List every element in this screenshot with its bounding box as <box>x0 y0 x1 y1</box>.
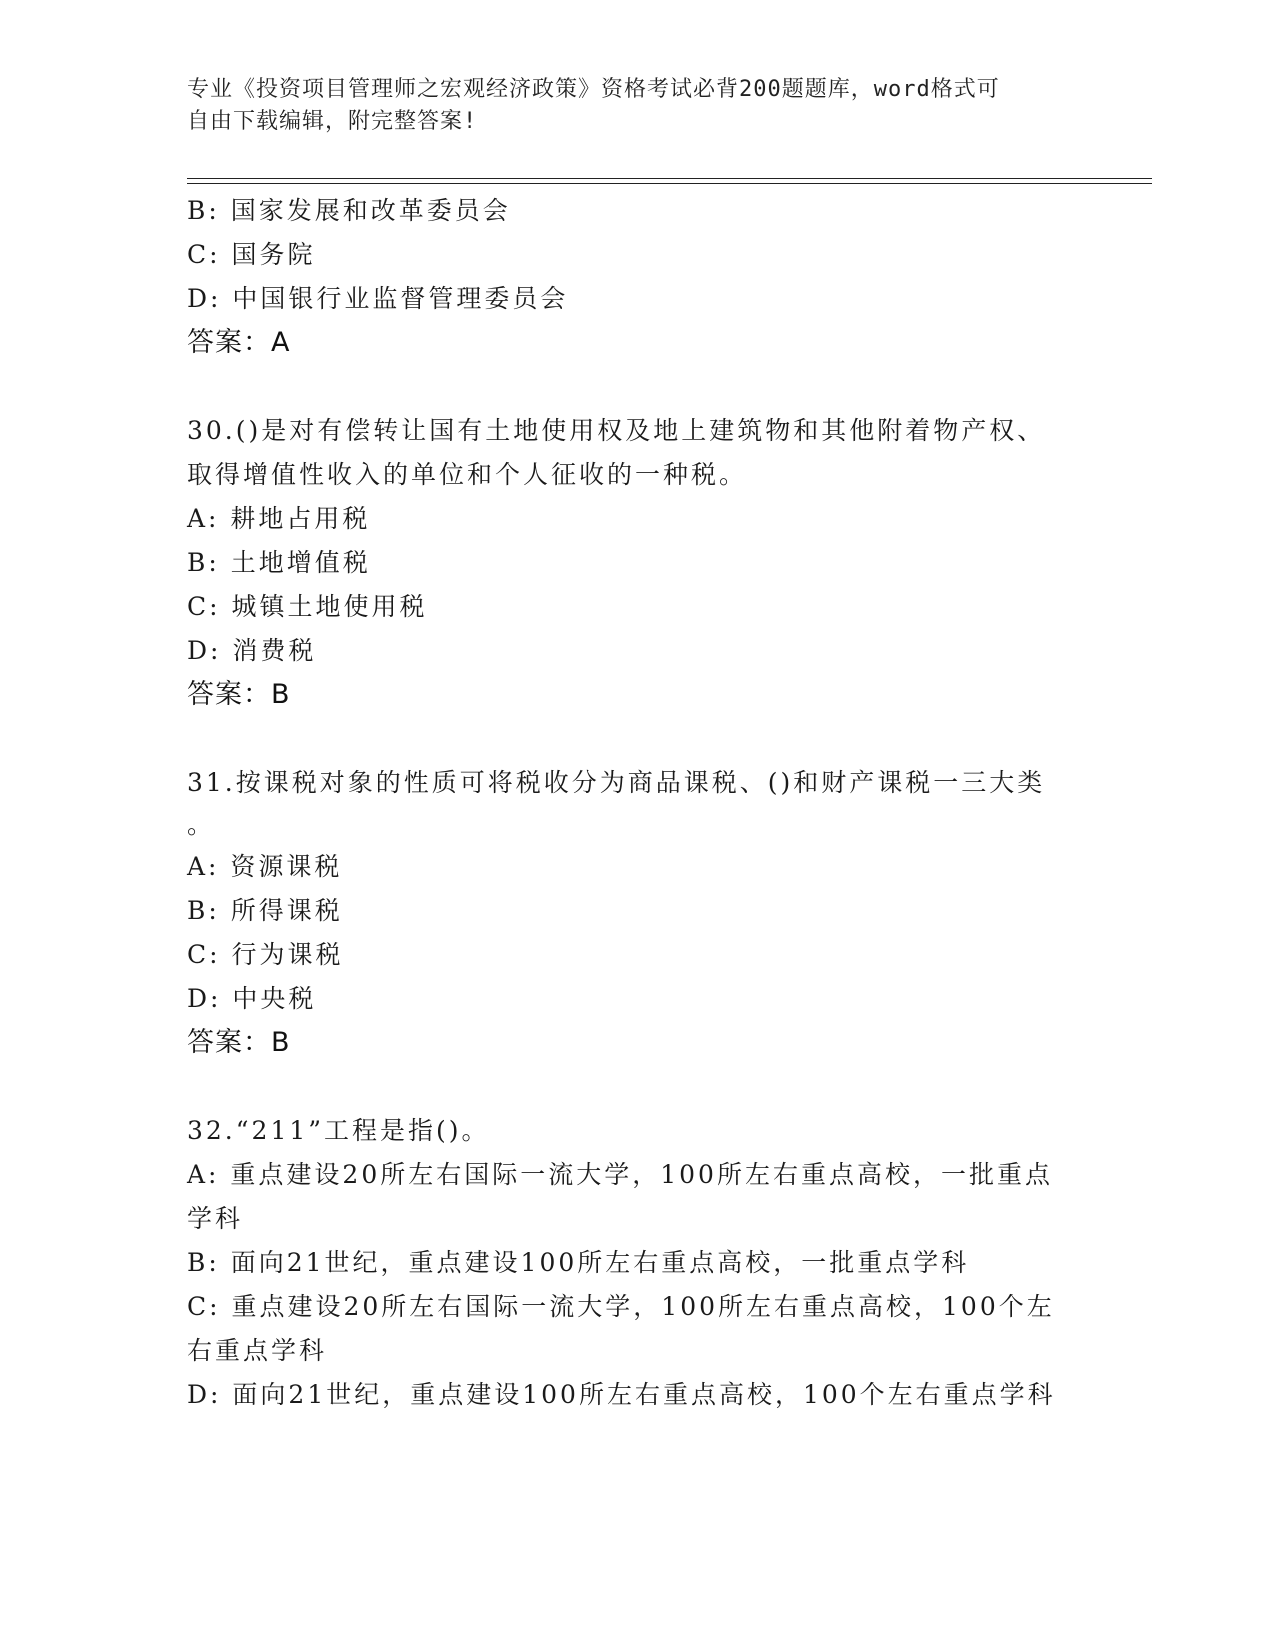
q30-stem-line-1: 30.()是对有偿转让国有土地使用权及地上建筑物和其他附着物产权、 <box>187 416 1046 445</box>
q29-answer: 答案：A <box>187 327 291 358</box>
document-header <box>187 74 1067 138</box>
q32-option-a-line-2: 学科 <box>187 1204 244 1233</box>
q32-option-d: D: 面向21世纪，重点建设100所左右重点高校，100个左右重点学科 <box>187 1380 1056 1409</box>
header-line-2: 自由下载编辑，附完整答案! <box>187 109 478 134</box>
q32-option-c-line-2: 右重点学科 <box>187 1336 328 1365</box>
q32-option-c-line-1: C: 重点建设20所左右国际一流大学，100所左右重点高校，100个左 <box>187 1292 1055 1321</box>
q31-option-a: A: 资源课税 <box>187 852 343 881</box>
q31-stem-line-2: 。 <box>187 810 216 839</box>
q32-stem: 32.“211”工程是指()。 <box>187 1116 490 1145</box>
q29-option-c: C: 国务院 <box>187 240 316 269</box>
q30-stem-line-2: 取得增值性收入的单位和个人征收的一种税。 <box>187 460 748 489</box>
q30-option-b: B: 土地增值税 <box>187 548 371 577</box>
q29-option-b: B: 国家发展和改革委员会 <box>187 196 511 225</box>
q29-option-d: D: 中国银行业监督管理委员会 <box>187 284 569 313</box>
q30-option-a: A: 耕地占用税 <box>187 504 371 533</box>
q32-option-b: B: 面向21世纪，重点建设100所左右重点高校，一批重点学科 <box>187 1248 970 1277</box>
q30-option-d: D: 消费税 <box>187 636 317 665</box>
q31-stem-line-1: 31.按课税对象的性质可将税收分为商品课税、()和财产课税一三大类 <box>187 768 1046 797</box>
header-line-1: 专业《投资项目管理师之宏观经济政策》资格考试必背200题题库，word格式可 <box>187 77 1000 102</box>
q31-option-c: C: 行为课税 <box>187 940 344 969</box>
q31-option-b: B: 所得课税 <box>187 896 343 925</box>
header-divider-bottom <box>187 183 1152 184</box>
header-divider-top <box>187 178 1152 179</box>
q30-answer: 答案：B <box>187 679 291 710</box>
q30-option-c: C: 城镇土地使用税 <box>187 592 428 621</box>
q31-answer: 答案：B <box>187 1027 291 1058</box>
q31-option-d: D: 中央税 <box>187 984 317 1013</box>
q32-option-a-line-1: A: 重点建设20所左右国际一流大学，100所左右重点高校，一批重点 <box>187 1160 1053 1189</box>
